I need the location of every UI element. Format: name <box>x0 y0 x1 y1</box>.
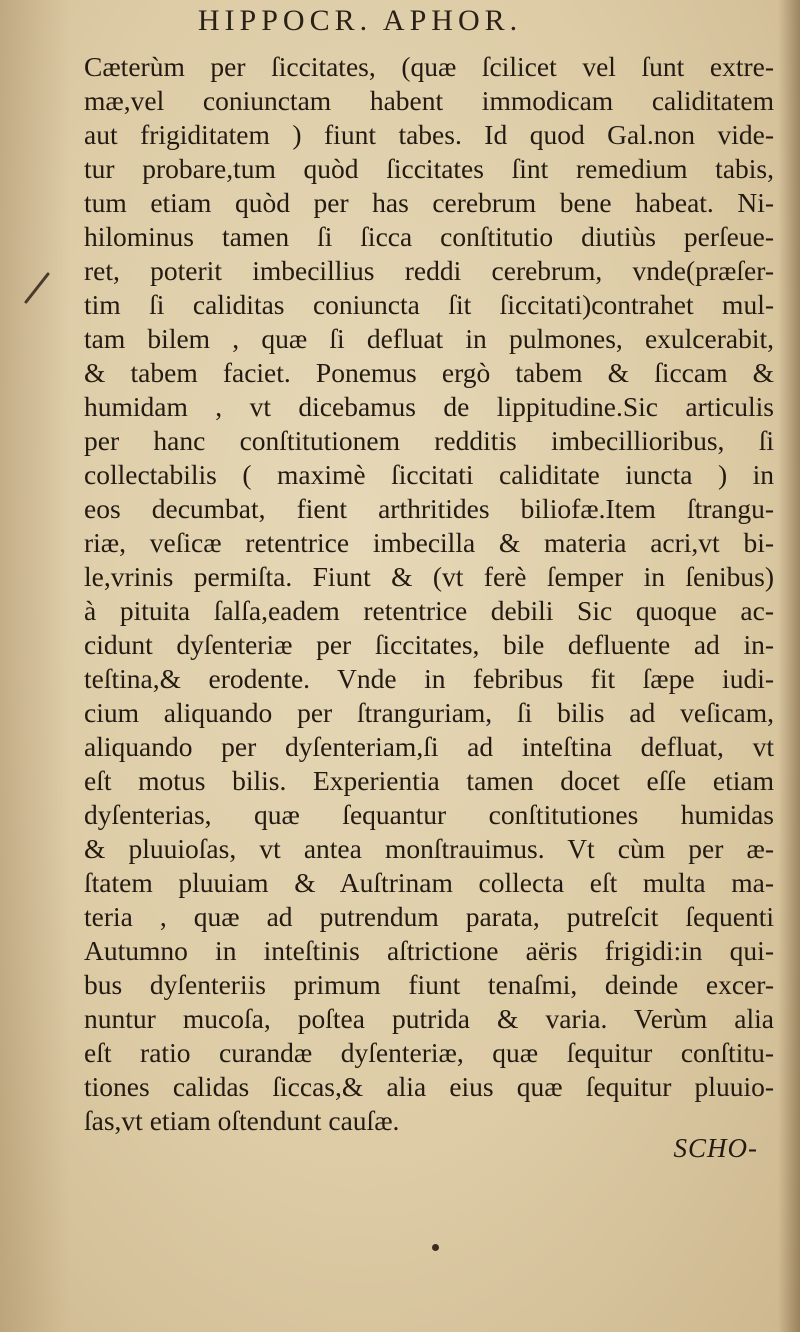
body-text <box>84 50 774 1138</box>
text-line: tiones calidas ſiccas,& alia eius quæ ſequitur pluuio- <box>84 1071 774 1102</box>
text-line: cidunt dyſenteriæ per ſiccitates, bile defluente ad in- <box>84 629 774 660</box>
text-line: ſas,vt etiam oſtendunt cauſæ. <box>84 1105 400 1136</box>
text-line: Cæterùm per ſiccitates, (quæ ſcilicet vel ſunt extre- <box>84 51 774 82</box>
text-line: hilominus tamen ſi ſicca conſtitutio diutiùs perſeue- <box>84 221 774 252</box>
text-line: eſt motus bilis. Experientia tamen docet eſſe etiam <box>84 765 774 796</box>
text-line: tam bilem , quæ ſi defluat in pulmones, exulcerabit, <box>84 323 774 354</box>
text-line: eos decumbat, fient arthritides biliofæ.Item ſtrangu- <box>84 493 774 524</box>
text-line: teſtina,& erodente. Vnde in febribus fit ſæpe iudi- <box>84 663 774 694</box>
running-head: HIPPOCR. APHOR. <box>197 4 523 37</box>
text-line: eſt ratio curandæ dyſenteriæ, quæ ſequitur conſtitu- <box>84 1037 774 1068</box>
text-line: & pluuioſas, vt antea monſtrauimus. Vt cùm per æ- <box>84 833 774 864</box>
text-line: teria , quæ ad putrendum parata, putreſcit ſequenti <box>84 901 774 932</box>
page-ornament-dot <box>432 1244 439 1251</box>
text-line: nuntur mucoſa, poſtea putrida & varia. Verùm alia <box>84 1003 774 1034</box>
text-line: mæ,vel coniunctam habent immodicam caliditatem <box>84 85 774 116</box>
text-line: per hanc conſtitutionem redditis imbecillioribus, ſi <box>84 425 774 456</box>
text-line: ſtatem pluuiam & Auſtrinam collecta eſt multa ma- <box>84 867 774 898</box>
text-line: riæ, veſicæ retentrice imbecilla & materia acri,vt bi- <box>84 527 774 558</box>
text-line: collectabilis ( maximè ſiccitati caliditate iuncta ) in <box>84 459 774 490</box>
text-line: tum etiam quòd per has cerebrum bene habeat. Ni- <box>84 187 774 218</box>
text-line: & tabem faciet. Ponemus ergò tabem & ſiccam & <box>84 357 774 388</box>
text-line: dyſenterias, quæ ſequantur conſtitutiones humidas <box>84 799 774 830</box>
text-line: le,vrinis permiſta. Fiunt & (vt ferè ſemper in ſenibus) <box>84 561 774 592</box>
text-line: bus dyſenteriis primum fiunt tenaſmi, deinde excer- <box>84 969 774 1000</box>
text-line: Autumno in inteſtinis aſtrictione aëris frigidi:in qui- <box>84 935 774 966</box>
margin-pencil-mark <box>16 268 56 308</box>
text-line: humidam , vt dicebamus de lippitudine.Sic articulis <box>84 391 774 422</box>
text-line: aut frigiditatem ) fiunt tabes. Id quod Gal.non vide- <box>84 119 774 150</box>
text-line: à pituita ſalſa,eadem retentrice debili Sic quoque ac- <box>84 595 774 626</box>
text-line: aliquando per dyſenteriam,ſi ad inteſtina defluat, vt <box>84 731 774 762</box>
text-line: tim ſi caliditas coniuncta ſit ſiccitati)contrahet mul- <box>84 289 774 320</box>
text-line: cium aliquando per ſtranguriam, ſi bilis ad veſicam, <box>84 697 774 728</box>
catchword: SCHO- <box>673 1133 758 1163</box>
text-line: tur probare,tum quòd ſiccitates ſint remedium tabis, <box>84 153 774 184</box>
text-line: ret, poterit imbecillius reddi cerebrum, vnde(præſer- <box>84 255 774 286</box>
